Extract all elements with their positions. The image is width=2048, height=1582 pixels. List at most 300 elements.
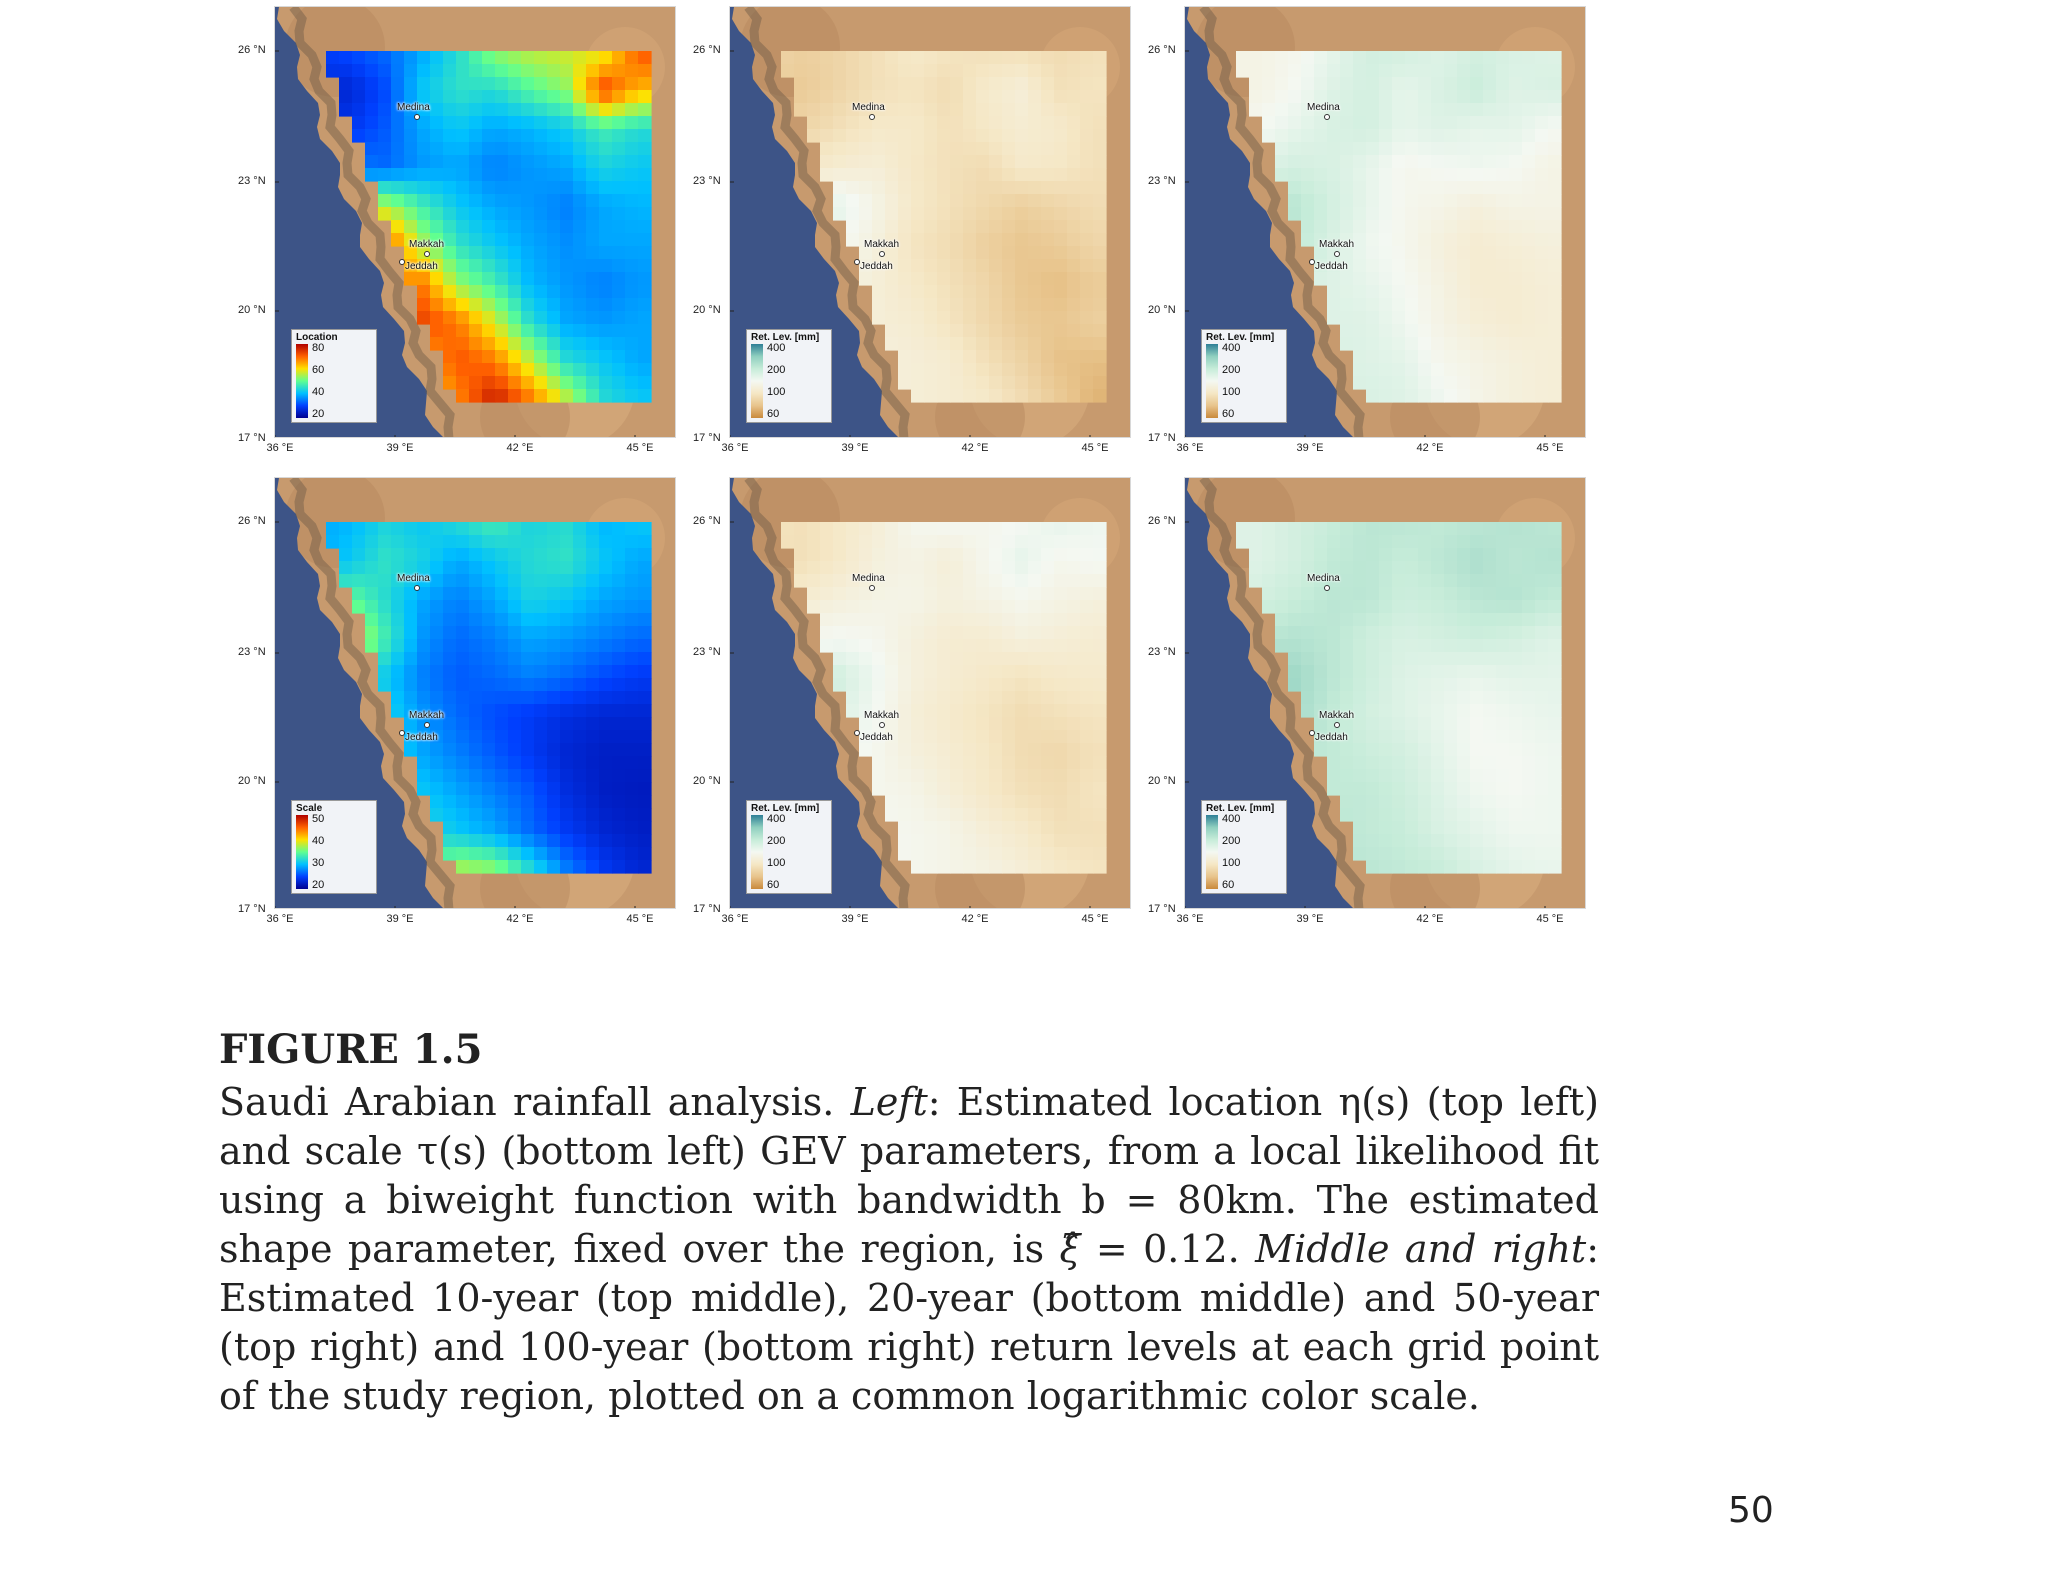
grid-cell <box>1509 717 1523 731</box>
grid-cell <box>1470 90 1484 104</box>
grid-cell <box>625 613 639 627</box>
grid-cell <box>1457 795 1471 809</box>
grid-cell <box>1483 626 1497 640</box>
grid-cell <box>1041 298 1055 312</box>
grid-cell <box>612 233 626 247</box>
grid-cell <box>1379 194 1393 208</box>
grid-cell <box>833 142 847 156</box>
grid-cell <box>1496 337 1510 351</box>
grid-cell <box>638 808 652 822</box>
grid-cell <box>391 587 405 601</box>
grid-cell <box>560 220 574 234</box>
grid-cell <box>1301 626 1315 640</box>
grid-cell <box>859 691 873 705</box>
grid-cell <box>1405 129 1419 143</box>
grid-cell <box>1002 350 1016 364</box>
grid-cell <box>1080 743 1094 757</box>
grid-cell <box>1249 64 1263 78</box>
grid-cell <box>456 272 470 286</box>
grid-cell <box>872 181 886 195</box>
grid-cell <box>573 77 587 91</box>
grid-cell <box>1509 691 1523 705</box>
grid-cell <box>1067 847 1081 861</box>
grid-cell <box>1392 600 1406 614</box>
grid-cell <box>1418 678 1432 692</box>
grid-cell <box>1535 363 1549 377</box>
grid-cell <box>534 233 548 247</box>
grid-cell <box>521 860 535 874</box>
grid-cell <box>1028 142 1042 156</box>
grid-cell <box>872 769 886 783</box>
grid-cell <box>573 337 587 351</box>
grid-cell <box>456 730 470 744</box>
grid-cell <box>508 129 522 143</box>
grid-cell <box>430 652 444 666</box>
grid-cell <box>573 311 587 325</box>
page-number: 50 <box>1728 1490 1774 1531</box>
grid-cell <box>1353 522 1367 536</box>
grid-cell <box>1093 847 1107 861</box>
grid-cell <box>560 285 574 299</box>
grid-cell <box>534 64 548 78</box>
grid-cell <box>586 129 600 143</box>
grid-cell <box>1067 639 1081 653</box>
grid-cell <box>1015 717 1029 731</box>
grid-cell <box>1392 389 1406 403</box>
grid-cell <box>352 600 366 614</box>
grid-cell <box>885 90 899 104</box>
grid-cell <box>352 90 366 104</box>
grid-cell <box>1470 64 1484 78</box>
grid-cell <box>1444 561 1458 575</box>
grid-cell <box>430 587 444 601</box>
grid-cell <box>1275 129 1289 143</box>
grid-cell <box>898 90 912 104</box>
grid-cell <box>378 77 392 91</box>
grid-cell <box>1366 51 1380 65</box>
grid-cell <box>1054 233 1068 247</box>
grid-cell <box>1327 600 1341 614</box>
grid-cell <box>950 90 964 104</box>
grid-cell <box>1535 795 1549 809</box>
grid-cell <box>1028 561 1042 575</box>
grid-cell <box>976 337 990 351</box>
grid-cell <box>1509 522 1523 536</box>
grid-cell <box>469 834 483 848</box>
legend-tick: 40 <box>312 835 325 847</box>
grid-cell <box>456 860 470 874</box>
grid-cell <box>508 717 522 731</box>
grid-cell <box>417 691 431 705</box>
grid-cell <box>989 233 1003 247</box>
grid-cell <box>1028 587 1042 601</box>
grid-cell <box>924 389 938 403</box>
grid-cell <box>508 272 522 286</box>
grid-cell <box>1041 847 1055 861</box>
grid-cell <box>1379 64 1393 78</box>
grid-cell <box>937 376 951 390</box>
grid-cell <box>365 613 379 627</box>
grid-cell <box>1548 691 1562 705</box>
grid-cell <box>885 561 899 575</box>
legend-tick: 200 <box>1222 364 1241 376</box>
grid-cell <box>1041 363 1055 377</box>
grid-cell <box>495 337 509 351</box>
grid-cell <box>1418 51 1432 65</box>
grid-cell <box>482 834 496 848</box>
caption-text-1: Saudi Arabian rainfall analysis. <box>219 1080 851 1124</box>
grid-cell <box>1093 337 1107 351</box>
grid-cell <box>937 116 951 130</box>
grid-cell <box>1405 337 1419 351</box>
grid-cell <box>898 665 912 679</box>
grid-cell <box>937 207 951 221</box>
grid-cell <box>898 116 912 130</box>
grid-cell <box>612 272 626 286</box>
grid-cell <box>1028 64 1042 78</box>
grid-cell <box>521 782 535 796</box>
grid-cell <box>1275 535 1289 549</box>
grid-cell <box>1262 561 1276 575</box>
grid-cell <box>1431 743 1445 757</box>
grid-cell <box>872 756 886 770</box>
grid-cell <box>586 548 600 562</box>
grid-cell <box>1431 90 1445 104</box>
grid-cell <box>1262 129 1276 143</box>
grid-cell <box>469 376 483 390</box>
grid-cell <box>1418 626 1432 640</box>
grid-cell <box>1080 363 1094 377</box>
grid-cell <box>1444 168 1458 182</box>
grid-cell <box>833 181 847 195</box>
grid-cell <box>638 665 652 679</box>
grid-cell <box>1093 363 1107 377</box>
grid-cell <box>417 298 431 312</box>
grid-cell <box>1483 337 1497 351</box>
grid-cell <box>911 389 925 403</box>
grid-cell <box>1353 704 1367 718</box>
grid-cell <box>638 272 652 286</box>
grid-cell <box>1431 574 1445 588</box>
city-marker <box>1324 114 1330 120</box>
grid-cell <box>846 77 860 91</box>
grid-cell <box>586 730 600 744</box>
grid-cell <box>898 535 912 549</box>
grid-cell <box>443 376 457 390</box>
grid-cell <box>1015 246 1029 260</box>
grid-cell <box>339 548 353 562</box>
grid-cell <box>456 259 470 273</box>
grid-cell <box>495 259 509 273</box>
grid-cell <box>560 51 574 65</box>
grid-cell <box>1080 207 1094 221</box>
grid-cell <box>794 561 808 575</box>
grid-cell <box>638 600 652 614</box>
grid-cell <box>547 350 561 364</box>
grid-cell <box>521 298 535 312</box>
grid-cell <box>1418 652 1432 666</box>
grid-cell <box>547 64 561 78</box>
grid-cell <box>1431 548 1445 562</box>
grid-cell <box>326 522 340 536</box>
grid-cell <box>456 587 470 601</box>
grid-cell <box>1457 116 1471 130</box>
legend-tick: 20 <box>312 408 325 420</box>
grid-cell <box>1444 587 1458 601</box>
grid-cell <box>430 691 444 705</box>
grid-cell <box>1379 272 1393 286</box>
grid-cell <box>573 600 587 614</box>
grid-cell <box>638 548 652 562</box>
grid-cell <box>1041 782 1055 796</box>
grid-cell <box>365 64 379 78</box>
grid-cell <box>560 548 574 562</box>
grid-cell <box>1405 535 1419 549</box>
grid-cell <box>872 678 886 692</box>
grid-cell <box>1054 324 1068 338</box>
grid-cell <box>612 704 626 718</box>
grid-cell <box>1379 324 1393 338</box>
grid-cell <box>1080 90 1094 104</box>
grid-cell <box>1483 704 1497 718</box>
grid-cell <box>1392 743 1406 757</box>
grid-cell <box>443 535 457 549</box>
grid-cell <box>1548 272 1562 286</box>
grid-cell <box>430 168 444 182</box>
grid-cell <box>482 574 496 588</box>
grid-cell <box>1028 350 1042 364</box>
grid-cell <box>1379 389 1393 403</box>
grid-cell <box>625 574 639 588</box>
grid-cell <box>976 376 990 390</box>
grid-cell <box>976 311 990 325</box>
city-label-makkah: Makkah <box>864 239 900 250</box>
grid-cell <box>1548 782 1562 796</box>
grid-cell <box>1522 730 1536 744</box>
grid-cell <box>404 691 418 705</box>
grid-cell <box>1002 90 1016 104</box>
grid-cell <box>1470 821 1484 835</box>
grid-cell <box>1067 155 1081 169</box>
grid-cell <box>1509 743 1523 757</box>
grid-cell <box>1366 233 1380 247</box>
grid-cell <box>573 548 587 562</box>
grid-cell <box>1483 639 1497 653</box>
grid-cell <box>430 64 444 78</box>
grid-cell <box>586 116 600 130</box>
grid-cell <box>1379 769 1393 783</box>
grid-cell <box>898 613 912 627</box>
grid-cell <box>521 259 535 273</box>
grid-cell <box>482 51 496 65</box>
grid-cell <box>599 350 613 364</box>
grid-cell <box>1496 600 1510 614</box>
grid-cell <box>1067 574 1081 588</box>
grid-cell <box>625 90 639 104</box>
grid-cell <box>612 847 626 861</box>
y-axis-label: 23 °N <box>238 646 266 658</box>
grid-cell <box>430 782 444 796</box>
grid-cell <box>1353 246 1367 260</box>
grid-cell <box>1054 311 1068 325</box>
grid-cell <box>1418 743 1432 757</box>
grid-cell <box>885 756 899 770</box>
grid-cell <box>586 626 600 640</box>
grid-cell <box>586 363 600 377</box>
grid-cell <box>443 691 457 705</box>
grid-cell <box>1509 834 1523 848</box>
grid-cell <box>456 285 470 299</box>
grid-cell <box>482 285 496 299</box>
grid-cell <box>482 652 496 666</box>
grid-cell <box>417 782 431 796</box>
grid-cell <box>586 756 600 770</box>
grid-cell <box>1457 376 1471 390</box>
grid-cell <box>365 77 379 91</box>
grid-cell <box>573 259 587 273</box>
grid-cell <box>1379 665 1393 679</box>
y-axis-label: 17 °N <box>238 903 266 915</box>
grid-cell <box>1470 561 1484 575</box>
grid-cell <box>1080 548 1094 562</box>
grid-cell <box>443 548 457 562</box>
grid-cell <box>521 522 535 536</box>
grid-cell <box>339 77 353 91</box>
grid-cell <box>1509 769 1523 783</box>
grid-cell <box>924 665 938 679</box>
grid-cell <box>469 769 483 783</box>
grid-cell <box>833 535 847 549</box>
grid-cell <box>1353 77 1367 91</box>
grid-cell <box>950 704 964 718</box>
grid-cell <box>1366 574 1380 588</box>
grid-cell <box>586 350 600 364</box>
grid-cell <box>391 613 405 627</box>
grid-cell <box>1457 678 1471 692</box>
grid-cell <box>872 285 886 299</box>
grid-cell <box>1548 522 1562 536</box>
grid-cell <box>1314 626 1328 640</box>
grid-cell <box>560 77 574 91</box>
grid-cell <box>469 626 483 640</box>
grid-cell <box>898 142 912 156</box>
grid-cell <box>1535 77 1549 91</box>
grid-cell <box>833 522 847 536</box>
grid-cell <box>1067 691 1081 705</box>
grid-cell <box>1067 285 1081 299</box>
grid-cell <box>1392 652 1406 666</box>
grid-cell <box>1379 613 1393 627</box>
grid-cell <box>508 376 522 390</box>
grid-cell <box>1002 756 1016 770</box>
grid-cell <box>1002 561 1016 575</box>
grid-cell <box>378 613 392 627</box>
grid-cell <box>963 246 977 260</box>
grid-cell <box>1431 389 1445 403</box>
grid-cell <box>781 51 795 65</box>
grid-cell <box>417 77 431 91</box>
grid-cell <box>365 600 379 614</box>
grid-cell <box>976 652 990 666</box>
grid-cell <box>1366 285 1380 299</box>
grid-cell <box>521 389 535 403</box>
grid-cell <box>1301 678 1315 692</box>
grid-cell <box>1054 834 1068 848</box>
grid-cell <box>1444 717 1458 731</box>
grid-cell <box>1457 259 1471 273</box>
grid-cell <box>820 574 834 588</box>
grid-cell <box>911 626 925 640</box>
grid-cell <box>976 116 990 130</box>
grid-cell <box>1379 337 1393 351</box>
grid-cell <box>833 600 847 614</box>
grid-cell <box>378 64 392 78</box>
grid-cell <box>1275 639 1289 653</box>
grid-cell <box>911 561 925 575</box>
grid-cell <box>937 652 951 666</box>
grid-cell <box>365 535 379 549</box>
grid-cell <box>1405 756 1419 770</box>
grid-cell <box>326 51 340 65</box>
grid-cell <box>599 298 613 312</box>
grid-cell <box>1366 834 1380 848</box>
grid-cell <box>547 665 561 679</box>
grid-cell <box>1041 168 1055 182</box>
grid-cell <box>950 363 964 377</box>
grid-cell <box>1093 691 1107 705</box>
grid-cell <box>456 756 470 770</box>
grid-cell <box>404 207 418 221</box>
grid-cell <box>1444 600 1458 614</box>
grid-cell <box>885 337 899 351</box>
grid-cell <box>1054 756 1068 770</box>
grid-cell <box>417 548 431 562</box>
grid-cell <box>859 194 873 208</box>
x-axis-label: 42 °E <box>506 913 534 925</box>
grid-cell <box>1093 311 1107 325</box>
grid-cell <box>1548 847 1562 861</box>
grid-cell <box>625 808 639 822</box>
grid-cell <box>963 782 977 796</box>
grid-cell <box>1054 600 1068 614</box>
grid-cell <box>417 272 431 286</box>
grid-cell <box>820 155 834 169</box>
grid-cell <box>1353 743 1367 757</box>
grid-cell <box>898 587 912 601</box>
grid-cell <box>1535 587 1549 601</box>
grid-cell <box>1041 103 1055 117</box>
grid-cell <box>911 743 925 757</box>
grid-cell <box>482 168 496 182</box>
grid-cell <box>846 181 860 195</box>
grid-cell <box>937 285 951 299</box>
grid-cell <box>1327 311 1341 325</box>
grid-cell <box>547 782 561 796</box>
grid-cell <box>1522 51 1536 65</box>
grid-cell <box>1002 535 1016 549</box>
grid-cell <box>612 51 626 65</box>
grid-cell <box>1015 220 1029 234</box>
grid-cell <box>625 207 639 221</box>
grid-cell <box>339 51 353 65</box>
grid-cell <box>1431 220 1445 234</box>
grid-cell <box>1236 64 1250 78</box>
grid-cell <box>1028 834 1042 848</box>
grid-cell <box>1327 522 1341 536</box>
grid-cell <box>573 168 587 182</box>
grid-cell <box>1002 860 1016 874</box>
grid-cell <box>430 548 444 562</box>
